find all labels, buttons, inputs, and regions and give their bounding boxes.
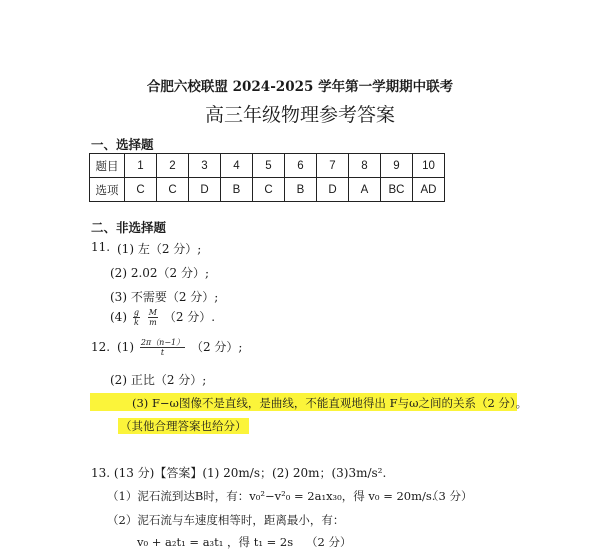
table-cell: BC — [381, 178, 413, 202]
table-cell: 8 — [349, 154, 381, 178]
q13-step-1-score: （3 分） — [427, 489, 473, 503]
q13-step-1: （1）泥石流到达B时，有：v₀²−v²₀ = 2a₁x₃₀，得 v₀ = 20m/s. — [107, 489, 436, 503]
q11-answer-2: (2) 2.02（2 分）; — [110, 266, 210, 280]
table-row-questions — [90, 154, 445, 178]
exam-subtitle: 合肥六校联盟 2024-2025 学年第一学期期中联考 — [146, 79, 454, 95]
table-cell: AD — [413, 178, 445, 202]
q11-answer-4-label: (4) — [110, 310, 127, 324]
q12-number: 12. — [91, 340, 111, 354]
q11-answer-4 — [110, 308, 215, 327]
table-cell: C — [125, 178, 157, 202]
q11-answer-3: (3) 不需要（2 分）; — [110, 290, 219, 304]
table-cell: B — [221, 178, 253, 202]
q12-note — [118, 418, 249, 434]
table-cell: 4 — [221, 154, 253, 178]
row-label-question: 题目 — [90, 154, 125, 178]
table-cell: D — [189, 178, 221, 202]
q11-answer-1: (1) 左（2 分）; — [117, 242, 202, 256]
table-cell: 9 — [381, 154, 413, 178]
q12-answer-3: (3) F−ω图像不是直线，是曲线，不能直观地得出 F与ω之间的关系（2 分）。 — [132, 396, 528, 410]
table-cell: 2 — [157, 154, 189, 178]
table-cell: 3 — [189, 154, 221, 178]
table-cell: 10 — [413, 154, 445, 178]
fraction-g-over-k — [133, 308, 140, 327]
table-cell: D — [317, 178, 349, 202]
table-cell: 1 — [125, 154, 157, 178]
table-row-answers — [90, 178, 445, 202]
fraction-M-over-m — [148, 308, 158, 327]
frac-numerator: M — [148, 308, 157, 317]
q11-answer-4-score: （2 分）. — [163, 310, 216, 324]
section-heading-choice: 一、选择题 — [91, 137, 154, 152]
table-cell: C — [157, 178, 189, 202]
table-cell: 7 — [317, 154, 349, 178]
q13-step-3: v₀ + a₂t₁ = a₃t₁ ，得 t₁ = 2s — [137, 535, 294, 549]
q12-answer-2: (2) 正比（2 分）; — [110, 373, 207, 387]
q12-answer-1-label: (1) — [117, 340, 134, 354]
frac-denominator: k — [133, 318, 139, 327]
page-title: 高三年级物理参考答案 — [204, 104, 395, 126]
q13-step-2: （2）泥石流与车速度相等时，距离最小，有： — [107, 513, 345, 527]
table-cell: 5 — [253, 154, 285, 178]
fraction-2pi-n-over-t — [140, 338, 185, 357]
row-label-option: 选项 — [90, 178, 125, 202]
frac-denominator: m — [149, 318, 157, 327]
q12-answer-1-score: （2 分）; — [190, 340, 243, 354]
section-heading-nonchoice: 二、非选择题 — [91, 220, 167, 235]
table-cell: C — [253, 178, 285, 202]
q11-number: 11. — [91, 240, 111, 254]
q13-step-3-score: （2 分） — [306, 535, 352, 549]
frac-denominator: t — [160, 348, 165, 357]
frac-numerator: g — [133, 308, 139, 317]
answer-table — [89, 153, 445, 202]
table-cell: A — [349, 178, 381, 202]
q13-header: 13. (13 分)【答案】(1) 20m/s；(2) 20m；(3)3m/s². — [91, 466, 387, 480]
table-cell: 6 — [285, 154, 317, 178]
q12-answer-1 — [117, 338, 242, 357]
table-cell: B — [285, 178, 317, 202]
frac-numerator: 2π（n−1） — [140, 338, 185, 347]
q12-note-text: （其他合理答案也给分） — [120, 419, 247, 433]
